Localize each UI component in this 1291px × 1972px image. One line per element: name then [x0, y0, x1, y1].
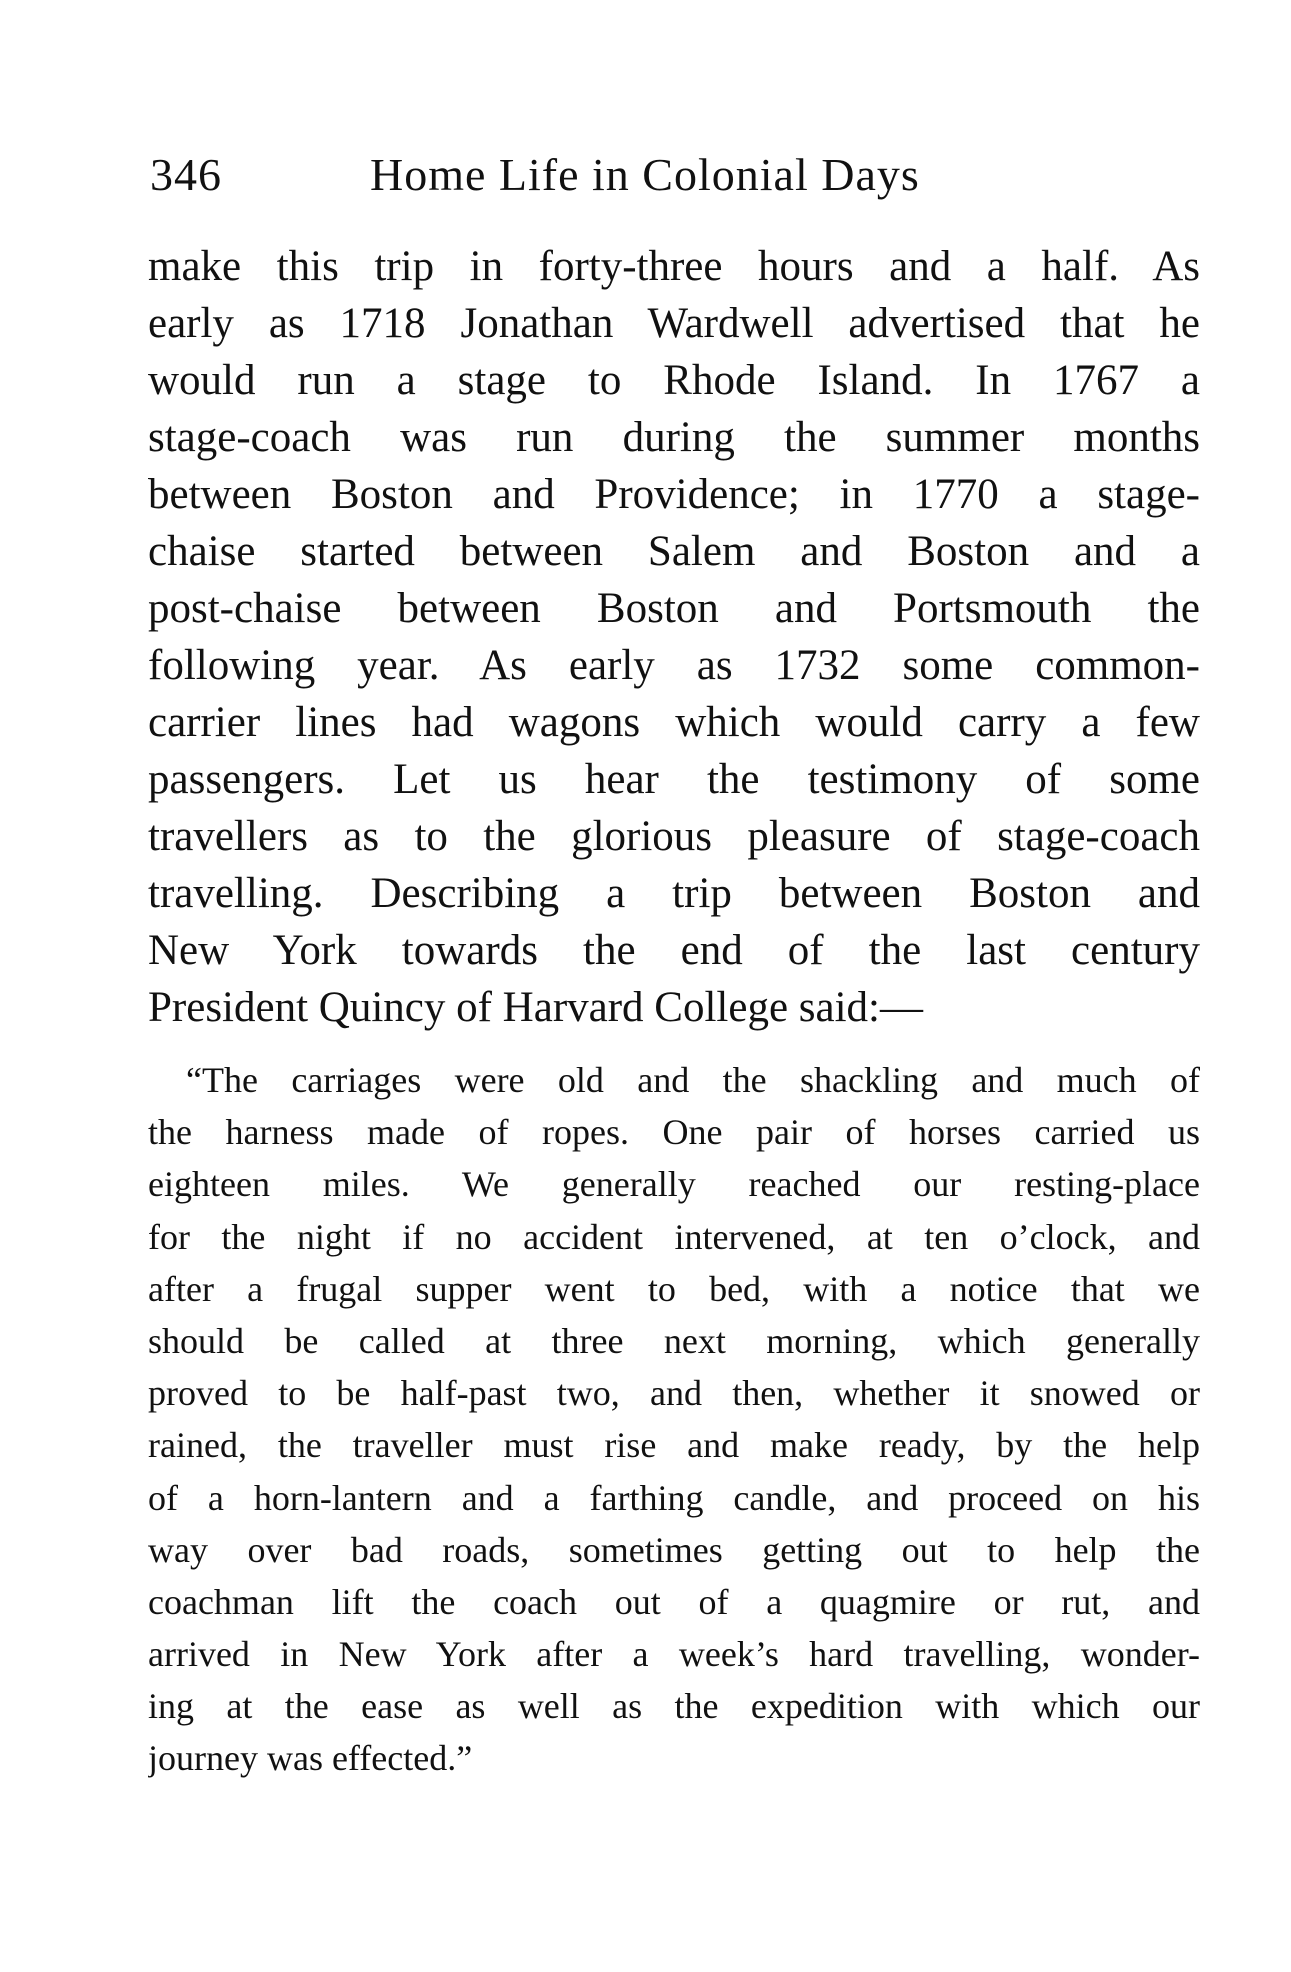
body-line: following year. As early as 1732 some common-	[148, 642, 1200, 689]
quote-line: eighteen miles. We generally reached our resting-place	[148, 1164, 1200, 1205]
quote-line: should be called at three next morning, which generally	[148, 1320, 1200, 1361]
page-header	[150, 148, 1200, 208]
quote-line: rained, the traveller must rise and make ready, by the help	[148, 1425, 1200, 1466]
quote-line: for the night if no accident intervened, at ten o’clock, and	[148, 1216, 1200, 1257]
quote-line: arrived in New York after a week’s hard travelling, wonder-	[148, 1634, 1200, 1675]
block-quote	[148, 1054, 1200, 1785]
quote-line: after a frugal supper went to bed, with a notice that we	[148, 1268, 1200, 1309]
page-number: 346	[150, 149, 222, 200]
body-line: President Quincy of Harvard College said:—	[148, 984, 924, 1031]
body-line: early as 1718 Jonathan Wardwell advertised that he	[148, 300, 1200, 347]
body-line: post-chaise between Boston and Portsmouth the	[148, 585, 1200, 632]
body-line: make this trip in forty-three hours and a half. As	[148, 243, 1200, 290]
body-line: passengers. Let us hear the testimony of some	[148, 756, 1200, 803]
body-line: travelling. Describing a trip between Boston and	[148, 870, 1200, 917]
quote-line: the harness made of ropes. One pair of horses carried us	[148, 1112, 1200, 1153]
quote-line: way over bad roads, sometimes getting out to help the	[148, 1529, 1200, 1570]
running-title: Home Life in Colonial Days	[370, 149, 920, 200]
body-line: would run a stage to Rhode Island. In 1767 a	[148, 357, 1200, 404]
body-line: between Boston and Providence; in 1770 a stage-	[148, 471, 1200, 518]
quote-line: of a horn-lantern and a farthing candle, and proceed on his	[148, 1477, 1200, 1518]
body-line: New York towards the end of the last century	[148, 927, 1200, 974]
quote-line: “The carriages were old and the shackling and much of	[186, 1060, 1200, 1100]
body-line: travellers as to the glorious pleasure of stage-coach	[148, 813, 1200, 860]
quote-line: ing at the ease as well as the expedition with which our	[148, 1686, 1200, 1727]
quote-line: journey was effected.”	[148, 1738, 473, 1779]
quote-line: coachman lift the coach out of a quagmire or rut, and	[148, 1581, 1200, 1622]
quote-line: proved to be half-past two, and then, whether it snowed or	[148, 1373, 1200, 1414]
body-line: stage-coach was run during the summer months	[148, 414, 1200, 461]
body-paragraph	[148, 238, 1200, 1036]
body-line: chaise started between Salem and Boston and a	[148, 528, 1200, 575]
body-line: carrier lines had wagons which would carry a few	[148, 699, 1200, 746]
